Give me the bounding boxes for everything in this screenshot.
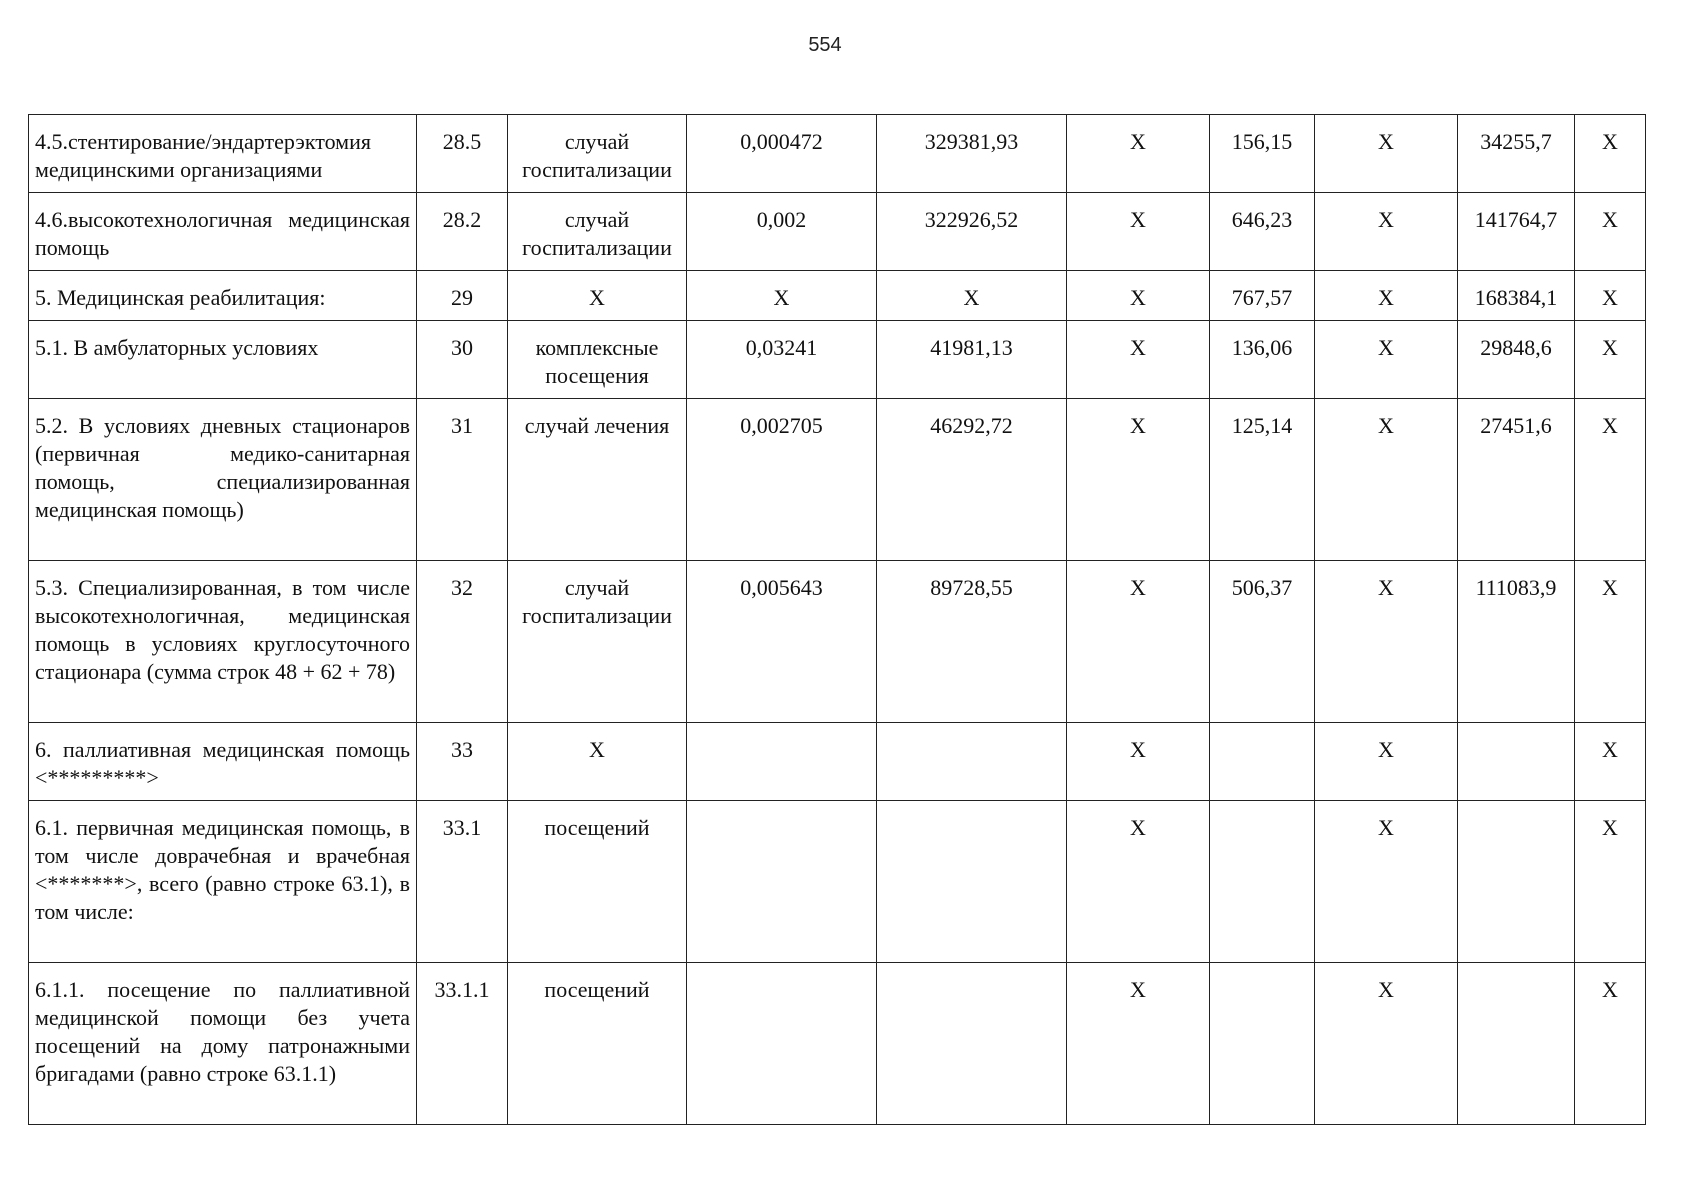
row-col6: Х xyxy=(1067,399,1210,561)
table-row xyxy=(29,193,1646,271)
row-col6: Х xyxy=(1067,801,1210,963)
row-col9 xyxy=(1458,801,1575,963)
row-name: 5.1. В амбулаторных условиях xyxy=(29,321,417,399)
row-col10: Х xyxy=(1575,271,1646,321)
row-cost xyxy=(877,963,1067,1125)
row-col8: Х xyxy=(1315,963,1458,1125)
row-norm: 0,03241 xyxy=(687,321,877,399)
row-col9: 29848,6 xyxy=(1458,321,1575,399)
row-col8: Х xyxy=(1315,801,1458,963)
page-number: 554 xyxy=(808,34,842,56)
row-col7: 136,06 xyxy=(1210,321,1315,399)
row-norm xyxy=(687,963,877,1125)
row-col7: 646,23 xyxy=(1210,193,1315,271)
row-line-number: 31 xyxy=(417,399,508,561)
row-norm: 0,002705 xyxy=(687,399,877,561)
row-unit: случай госпитализации xyxy=(508,115,687,193)
row-col9: 111083,9 xyxy=(1458,561,1575,723)
row-col9: 168384,1 xyxy=(1458,271,1575,321)
row-col9 xyxy=(1458,963,1575,1125)
row-col7 xyxy=(1210,801,1315,963)
row-unit: случай лечения xyxy=(508,399,687,561)
row-unit: посещений xyxy=(508,963,687,1125)
table-row xyxy=(29,321,1646,399)
row-name: 4.5.стентирование/эндартерэктомия медицинскими организациями xyxy=(29,115,417,193)
row-name: 5. Медицинская реабилитация: xyxy=(29,271,417,321)
row-col7: 156,15 xyxy=(1210,115,1315,193)
row-col6: Х xyxy=(1067,723,1210,801)
row-line-number: 30 xyxy=(417,321,508,399)
row-col6: Х xyxy=(1067,271,1210,321)
data-table xyxy=(28,114,1646,1125)
row-col6: Х xyxy=(1067,963,1210,1125)
row-cost: 41981,13 xyxy=(877,321,1067,399)
row-cost xyxy=(877,723,1067,801)
row-col6: Х xyxy=(1067,321,1210,399)
row-unit: комплексные посещения xyxy=(508,321,687,399)
row-col10: Х xyxy=(1575,561,1646,723)
table-row xyxy=(29,561,1646,723)
row-col7 xyxy=(1210,963,1315,1125)
row-col10: Х xyxy=(1575,193,1646,271)
row-col9 xyxy=(1458,723,1575,801)
table-row xyxy=(29,723,1646,801)
row-name: 4.6.высокотехнологичная медицинская помощь xyxy=(29,193,417,271)
row-norm xyxy=(687,723,877,801)
row-line-number: 28.5 xyxy=(417,115,508,193)
row-col7 xyxy=(1210,723,1315,801)
row-line-number: 29 xyxy=(417,271,508,321)
row-col10: Х xyxy=(1575,963,1646,1125)
row-cost: 89728,55 xyxy=(877,561,1067,723)
row-unit: случай госпитализации xyxy=(508,561,687,723)
row-line-number: 33.1 xyxy=(417,801,508,963)
row-norm: 0,005643 xyxy=(687,561,877,723)
row-line-number: 33.1.1 xyxy=(417,963,508,1125)
row-unit: случай госпитализации xyxy=(508,193,687,271)
row-col10: Х xyxy=(1575,399,1646,561)
row-cost: Х xyxy=(877,271,1067,321)
table-row xyxy=(29,963,1646,1125)
row-col8: Х xyxy=(1315,399,1458,561)
row-col6: Х xyxy=(1067,193,1210,271)
row-name: 6. паллиативная медицинская помощь <*********> xyxy=(29,723,417,801)
row-name: 5.2. В условиях дневных стационаров (первичная медико-санитарная помощь, специализированная медицинская помощь) xyxy=(29,399,417,561)
row-cost xyxy=(877,801,1067,963)
row-col10: Х xyxy=(1575,115,1646,193)
row-cost: 322926,52 xyxy=(877,193,1067,271)
row-col6: Х xyxy=(1067,561,1210,723)
row-col8: Х xyxy=(1315,271,1458,321)
row-unit: Х xyxy=(508,271,687,321)
row-col8: Х xyxy=(1315,115,1458,193)
row-col7: 767,57 xyxy=(1210,271,1315,321)
row-line-number: 28.2 xyxy=(417,193,508,271)
row-col9: 34255,7 xyxy=(1458,115,1575,193)
row-col10: Х xyxy=(1575,801,1646,963)
row-col8: Х xyxy=(1315,321,1458,399)
row-line-number: 32 xyxy=(417,561,508,723)
table-row xyxy=(29,801,1646,963)
row-col8: Х xyxy=(1315,193,1458,271)
row-col9: 141764,7 xyxy=(1458,193,1575,271)
row-name: 5.3. Специализированная, в том числе высокотехнологичная, медицинская помощь в условиях круглосуточного стационара (сумма строк 48 + 62 + 78) xyxy=(29,561,417,723)
table-row xyxy=(29,399,1646,561)
row-name: 6.1.1. посещение по паллиативной медицинской помощи без учета посещений на дому патронажными бригадами (равно строке 63.1.1) xyxy=(29,963,417,1125)
row-col9: 27451,6 xyxy=(1458,399,1575,561)
row-col10: Х xyxy=(1575,723,1646,801)
row-cost: 329381,93 xyxy=(877,115,1067,193)
row-col8: Х xyxy=(1315,561,1458,723)
row-norm xyxy=(687,801,877,963)
row-col7: 125,14 xyxy=(1210,399,1315,561)
row-name: 6.1. первичная медицинская помощь, в том числе доврачебная и врачебная <*******>, всего (равно строке 63.1), в том числе: xyxy=(29,801,417,963)
row-col8: Х xyxy=(1315,723,1458,801)
row-line-number: 33 xyxy=(417,723,508,801)
row-unit: Х xyxy=(508,723,687,801)
row-col6: Х xyxy=(1067,115,1210,193)
row-col10: Х xyxy=(1575,321,1646,399)
table-row xyxy=(29,115,1646,193)
row-norm: 0,000472 xyxy=(687,115,877,193)
table-row xyxy=(29,271,1646,321)
row-unit: посещений xyxy=(508,801,687,963)
row-cost: 46292,72 xyxy=(877,399,1067,561)
row-col7: 506,37 xyxy=(1210,561,1315,723)
row-norm: 0,002 xyxy=(687,193,877,271)
row-norm: Х xyxy=(687,271,877,321)
